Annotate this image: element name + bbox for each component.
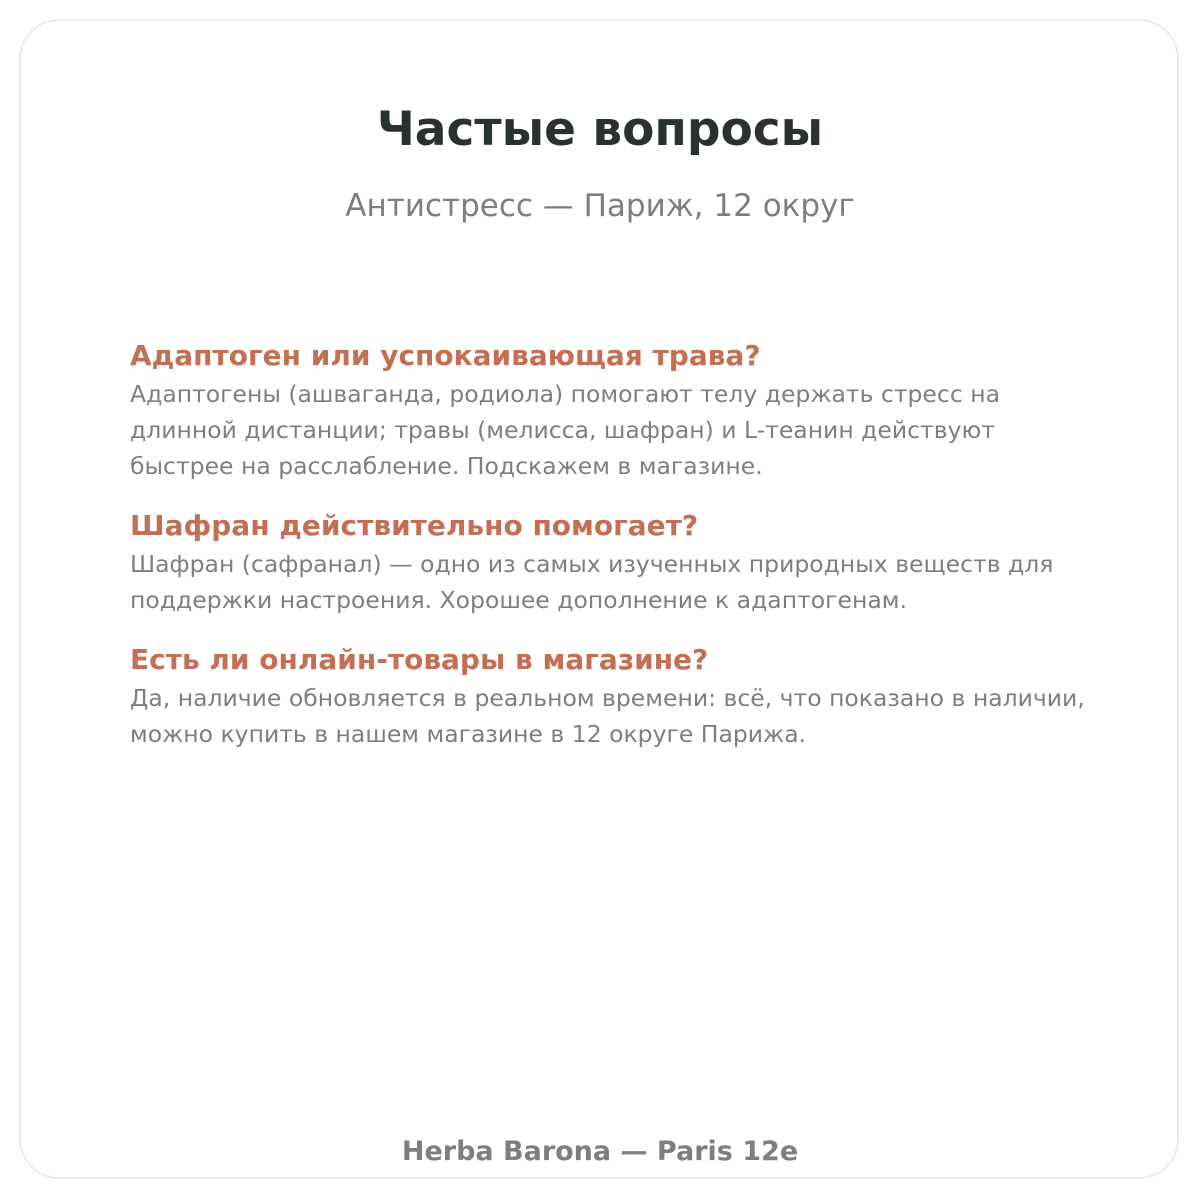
faq-item [130,506,1090,618]
page-title: Частые вопросы [376,102,824,157]
faq-item [130,336,1090,484]
page-subtitle: Антистресс — Париж, 12 округ [345,188,855,224]
faq-list [130,336,1090,774]
faq-answer: Адаптогены (ашваганда, родиола) помогают телу держать стресс на длинной дистанции; травы (мелисса, шафран) и L-теанин действуют быстрее на расслабление. Подскажем в магазине. [130,380,1000,480]
faq-question: Есть ли онлайн-товары в магазине? [130,643,709,676]
faq-answer: Шафран (сафранал) — одно из самых изученных природных веществ для поддержки настроения. Хорошее дополнение к адаптогенам. [130,550,1054,614]
faq-answer: Да, наличие обновляется в реальном времени: всё, что показано в наличии, можно купить в нашем магазине в 12 округе Парижа. [130,684,1085,748]
faq-question: Адаптоген или успокаивающая трава? [130,339,761,372]
faq-question: Шафран действительно помогает? [130,509,699,542]
footer-brand: Herba Barona — Paris 12e [401,1136,799,1167]
faq-item [130,640,1090,752]
